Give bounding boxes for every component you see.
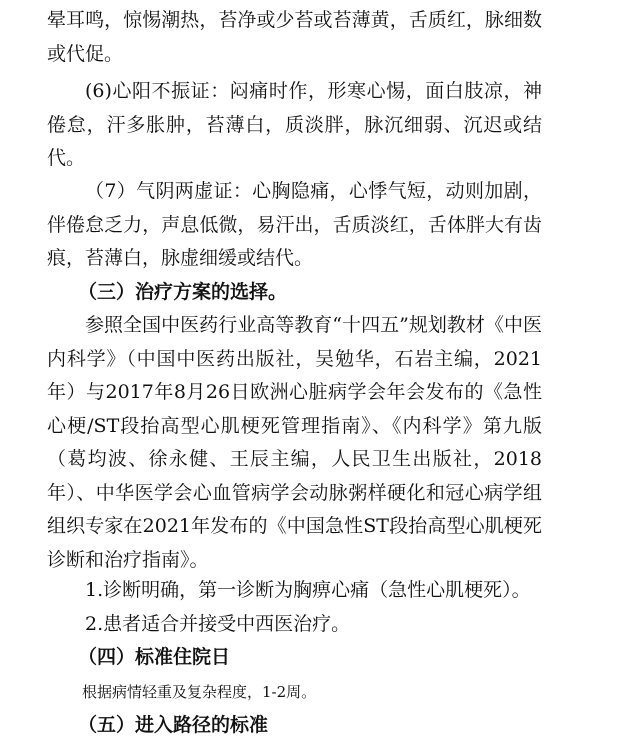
heading-entry-criteria: （五）进入路径的标准 [78,714,269,736]
paragraph-syndrome-7: （7）气阴两虚证：心胸隐痛，心悸气短，动则加剧，伴倦怠乏力，声息低微，易汗出，舌质淡红，舌体胖大有齿痕，苔薄白，脉虚细缓或结代。 [47,180,542,269]
heading-treatment-plan: （三）治疗方案的选择。 [78,281,288,303]
paragraph-stay-duration: 根据病情轻重及复杂程度，1-2周。 [82,683,317,701]
paragraph-syndrome-6: (6)心阳不振证：闷痛时作，形寒心惕，面白肢凉，神倦怠，汗多胀肿，苔薄白，质淡胖，脉沉细弱、沉迟或结代。 [47,80,542,169]
heading-standard-stay: （四）标准住院日 [78,646,231,668]
paragraph-references: 参照全国中医药行业高等教育“十四五”规划教材《中医内科学》（中国中医药出版社，吴勉华，石岩主编，2021年）与2017年8月26日欧洲心脏病学会年会发布的《急性心梗/ST段抬高型心肌梗死管理指南》、《内科学》第九版（葛均波、徐永健、王辰主编，人民卫生出版社，2018年）、中华医学会心血管病学会动脉粥样硬化和冠心病学组组织专家在2021年发布的《中国急性ST段抬高型心肌梗死诊断和治疗指南》。 [47,314,542,571]
list-item-treatment-acceptance: 2.患者适合并接受中西医治疗。 [85,613,351,635]
paragraph-syndrome-5-continuation: 晕耳鸣，惊惕潮热，苔净或少苔或苔薄黄，舌质红，脉细数或代促。 [47,9,542,65]
list-item-diagnosis: 1.诊断明确，第一诊断为胸痹心痛（急性心肌梗死）。 [85,579,531,601]
